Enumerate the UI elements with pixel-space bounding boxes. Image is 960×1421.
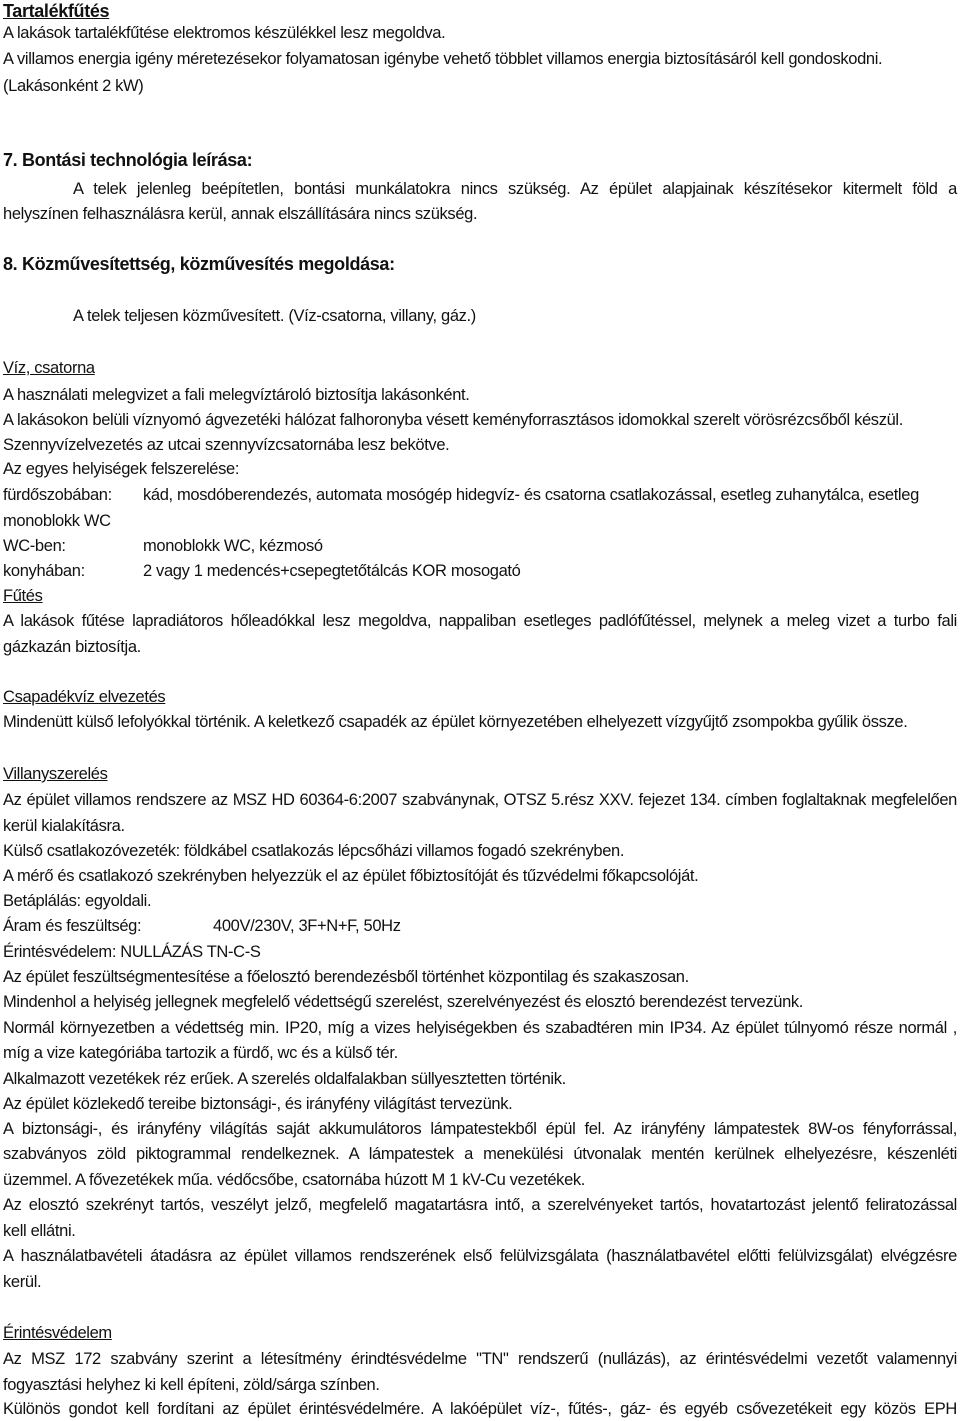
- text-line: kell ellátni.: [3, 1222, 76, 1240]
- text-line: Mindenütt külső lefolyókkal történik. A keletkező csapadék az épület környezetében elhelyezett vízgyűjtő zsompokba gyűlik össze.: [3, 713, 908, 731]
- text-line: A használatbavételi átadásra az épület villamos rendszerének első felülvizsgálata (használatbavétel előtti felülvizsgálat) elvégzésre: [3, 1247, 957, 1265]
- tartalekfutes-heading: Tartalékfűtés: [3, 1, 110, 21]
- text-line: A lakásokon belüli víznyomó ágvezetéki hálózat falhoronyba vésett keményforrasztásos idomokkal szerelt vörösrézcsőből készül.: [3, 411, 903, 429]
- text-line: szabványos zöld piktogrammal rendelkeznek. A lámpatestek a menekülési útvonalak mentén kerülnek elhelyezésre, készenléti: [3, 1145, 957, 1163]
- room-label: WC-ben:: [3, 537, 66, 555]
- text-line: monoblokk WC: [3, 512, 111, 530]
- text-line: A mérő és csatlakozó szekrényben helyezzük el az épület főbiztosítóját és tűzvédelmi főkapcsolóját.: [3, 867, 699, 885]
- text-line: helyszínen felhasználásra kerül, annak elszállítására nincs szükség.: [3, 205, 478, 223]
- text-line: kerül.: [3, 1273, 42, 1291]
- text-line: fogyasztási helyhez ki kell építeni, zöld/sárga színben.: [3, 1376, 380, 1394]
- aram-value: 400V/230V, 3F+N+F, 50Hz: [213, 917, 401, 935]
- text-line: Az elosztó szekrényt tartós, veszélyt jelző, megfelelő magatartásra intő, a szerelvényeket tartós, hovatartozást jelentő feliratozással: [3, 1196, 957, 1214]
- aram-row: [3, 915, 957, 937]
- kozmu-heading: 8. Közművesítettség, közművesítés megoldása:: [3, 254, 395, 274]
- text-line: Az épület villamos rendszere az MSZ HD 60364-6:2007 szabványnak, OTSZ 5.rész XXV. fejezet 134. címben foglaltaknak megfelelően: [3, 791, 957, 809]
- text-line: kerül kialakításra.: [3, 817, 125, 835]
- text-line: A lakások tartalékfűtése elektromos készülékkel lesz megoldva.: [3, 24, 446, 42]
- villany-heading: Villanyszerelés: [3, 765, 108, 783]
- room-value: kád, mosdóberendezés, automata mosógép hidegvíz- és csatorna csatlakozással, esetleg zuhanytálca, esetleg: [143, 486, 919, 504]
- text-line: A biztonsági-, és irányfény világítás saját akkumulátoros lámpatestekből épül fel. Az irányfény lámpatestek 8W-os fényforrással,: [3, 1120, 957, 1138]
- text-line: A használati melegvizet a fali melegvíztároló biztosítja lakásonként.: [3, 386, 470, 404]
- room-label: konyhában:: [3, 562, 85, 580]
- text-line: Az épület közlekedő tereibe biztonsági-, és irányfény világítást tervezünk.: [3, 1095, 513, 1113]
- room-label: fürdőszobában:: [3, 486, 112, 504]
- text-line: A villamos energia igény méretezésekor folyamatosan igénybe vehető többlet villamos energia biztosításáról kell gondoskodni.: [3, 50, 883, 68]
- text-line: Szennyvízelvezetés az utcai szennyvízcsatornába lesz bekötve.: [3, 436, 450, 454]
- text-line: (Lakásonként 2 kW): [3, 77, 144, 95]
- text-line: Normál környezetben a védettség min. IP20, míg a vizes helyiségekben és szabadtéren min IP34. Az épület túlnyomó része normál ,: [3, 1019, 957, 1037]
- text-line: Érintésvédelem: NULLÁZÁS TN-C-S: [3, 943, 261, 961]
- room-row-konyha: [3, 560, 957, 582]
- text-line: A lakások fűtése lapradiátoros hőleadókkal lesz megoldva, nappaliban esetleges padlófűtéssel, melynek a meleg vizet a turbo fali: [3, 612, 957, 630]
- text-line: A telek jelenleg beépítetlen, bontási munkálatokra nincs szükség. Az épület alapjainak készítésekor kitermelt föld a: [73, 180, 957, 198]
- aram-label: Áram és feszültség:: [3, 917, 142, 935]
- room-row-furdo: [3, 484, 957, 506]
- room-row-wc: [3, 535, 957, 557]
- text-line: Betáplálás: egyoldali.: [3, 892, 152, 910]
- bontas-heading: 7. Bontási technológia leírása:: [3, 150, 253, 170]
- text-line: Az egyes helyiségek felszerelése:: [3, 460, 240, 478]
- csapadek-heading: Csapadékvíz elvezetés: [3, 688, 166, 706]
- room-value: monoblokk WC, kézmosó: [143, 537, 323, 555]
- text-line: míg a vize kategóriába tartozik a fürdő, wc és a külső tér.: [3, 1044, 398, 1062]
- viz-heading: Víz, csatorna: [3, 359, 95, 377]
- text-line: Az MSZ 172 szabvány szerint a létesítmény érindtésvédelme "TN" rendszerű (nullázás), az érintésvédelmi vezetőt valamennyi: [3, 1350, 957, 1368]
- text-line: Külső csatlakozóvezeték: földkábel csatlakozás lépcsőházi villamos fogadó szekrényben.: [3, 842, 625, 860]
- text-line: Különös gondot kell fordítani az épület érintésvédelmére. A lakóépület víz-, fűtés-, gáz- és egyéb csővezetékeit egy közös EPH: [3, 1400, 957, 1418]
- text-line: Alkalmazott vezetékek réz erűek. A szerelés oldalfalakban süllyesztetten történik.: [3, 1070, 566, 1088]
- room-value: 2 vagy 1 medencés+csepegtetőtálcás KOR mosogató: [143, 562, 521, 580]
- text-line: Mindenhol a helyiség jellegnek megfelelő védettségű szerelést, szerelvényezést és elosztó berendezést tervezünk.: [3, 993, 804, 1011]
- text-line: üzemmel. A fővezetékek műa. védőcsőbe, csatornába húzott M 1 kV-Cu vezetékek.: [3, 1171, 586, 1189]
- text-line: A telek teljesen közművesített. (Víz-csatorna, villany, gáz.): [73, 307, 476, 325]
- text-line: Az épület feszültségmentesítése a főelosztó berendezésből történhet központilag és szakaszosan.: [3, 968, 689, 986]
- erintes-heading: Érintésvédelem: [3, 1324, 112, 1342]
- futes-heading: Fűtés: [3, 587, 43, 605]
- text-line: gázkazán biztosítja.: [3, 638, 141, 656]
